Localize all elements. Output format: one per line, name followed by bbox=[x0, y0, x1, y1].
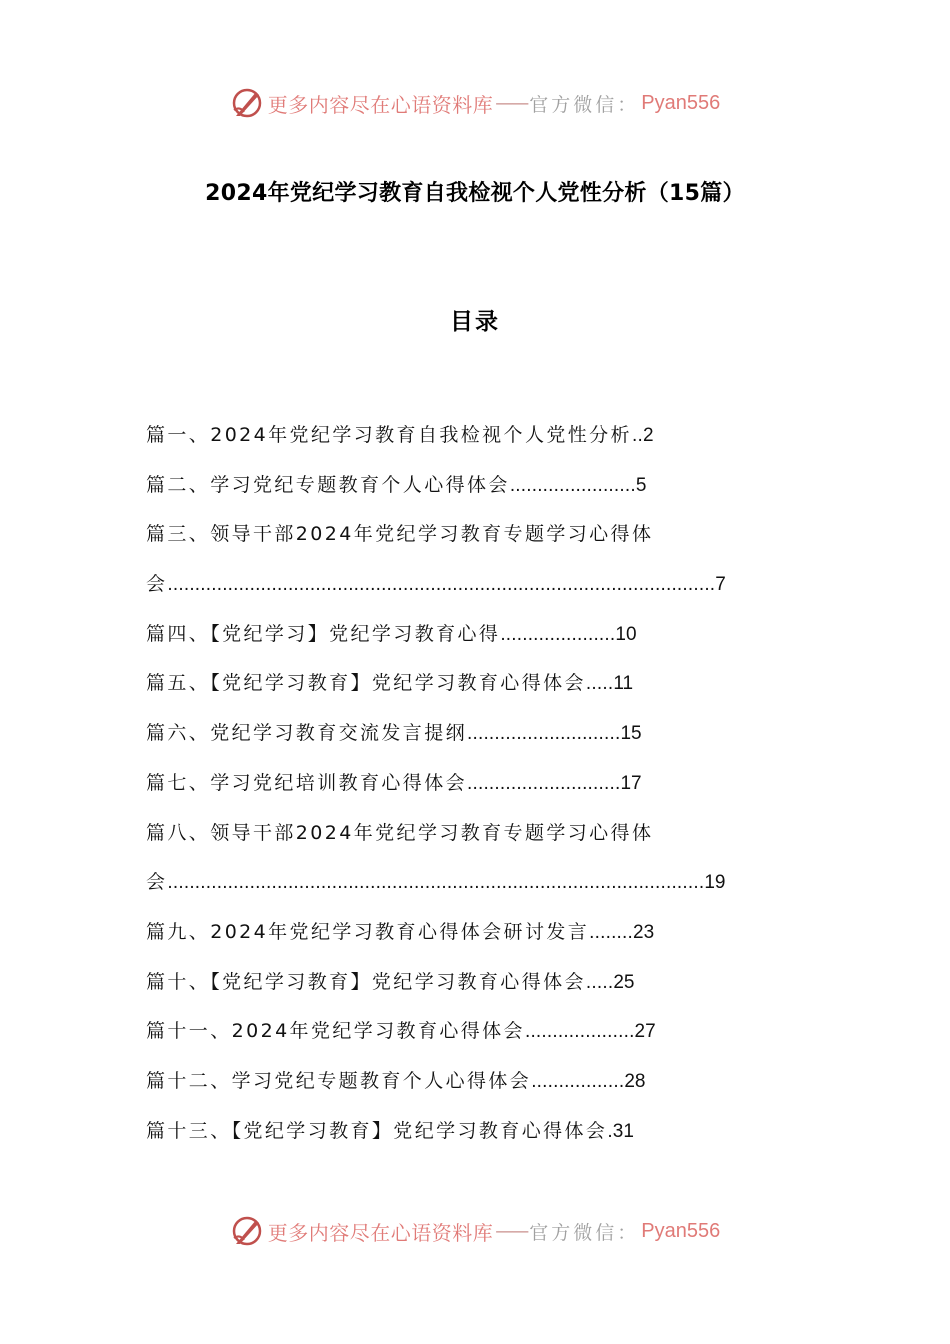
toc-entry-page: 17 bbox=[620, 772, 642, 794]
toc-entry-leader: ............................ bbox=[467, 723, 621, 745]
toc-heading: 目录 bbox=[450, 309, 500, 335]
toc-entry-page: 31 bbox=[612, 1120, 634, 1142]
toc-entry-page: 7 bbox=[715, 574, 726, 596]
header-watermark-banner bbox=[0, 83, 950, 123]
toc-entry-text: 篇一、2024年党纪学习教育自我检视个人党性分析 bbox=[146, 424, 632, 446]
toc-entry[interactable] bbox=[146, 712, 726, 762]
banner-label: 官方微信： bbox=[529, 93, 640, 116]
toc-entry[interactable] bbox=[146, 1010, 726, 1060]
toc-entry[interactable] bbox=[146, 464, 726, 514]
toc-entry-leader: ................. bbox=[531, 1070, 625, 1092]
toc-entry-page: 25 bbox=[613, 971, 635, 993]
toc-entry-leader: ..................... bbox=[500, 623, 616, 645]
table-of-contents bbox=[146, 414, 726, 1159]
toc-entry-text: 篇七、学习党纪培训教育心得体会 bbox=[146, 771, 468, 794]
toc-entry-text: 会 bbox=[146, 871, 168, 894]
toc-entry-text: 篇四、【党纪学习】党纪学习教育心得 bbox=[146, 622, 501, 645]
toc-entry[interactable] bbox=[146, 1060, 726, 1110]
quill-logo-icon bbox=[230, 86, 264, 120]
toc-entry-leader: . bbox=[607, 1120, 613, 1142]
toc-entry[interactable] bbox=[146, 1110, 726, 1160]
toc-entry[interactable] bbox=[146, 414, 726, 464]
toc-entry-page: 19 bbox=[704, 872, 726, 894]
toc-entry-text: 篇九、2024年党纪学习教育心得体会研讨发言 bbox=[146, 920, 590, 943]
toc-entry[interactable] bbox=[146, 911, 726, 961]
toc-entry-leader: ..... bbox=[585, 971, 614, 993]
toc-entry-text: 篇六、党纪学习教育交流发言提纲 bbox=[146, 722, 468, 745]
toc-entry-leader: .. bbox=[631, 425, 643, 446]
toc-entry-leader: ..... bbox=[585, 673, 614, 695]
toc-entry-text: 篇十、【党纪学习教育】党纪学习教育心得体会 bbox=[146, 970, 586, 993]
toc-entry-page: 5 bbox=[635, 474, 647, 496]
toc-entry-page: 28 bbox=[624, 1070, 646, 1092]
toc-entry-leader: ............................ bbox=[467, 772, 621, 794]
banner-account: Pyan556 bbox=[641, 91, 721, 114]
toc-entry[interactable] bbox=[146, 762, 726, 812]
toc-entry-page: 10 bbox=[615, 623, 637, 645]
toc-entry[interactable] bbox=[146, 961, 726, 1011]
toc-entry-text: 篇五、【党纪学习教育】党纪学习教育心得体会 bbox=[146, 672, 586, 695]
banner-text: 更多内容尽在心语资料库 bbox=[267, 1220, 494, 1245]
toc-entry-leader: ........ bbox=[589, 921, 633, 943]
banner-account: Pyan556 bbox=[641, 1219, 721, 1242]
toc-entry-page: 11 bbox=[613, 673, 634, 695]
toc-entry[interactable] bbox=[146, 861, 726, 911]
toc-entry[interactable] bbox=[146, 613, 726, 663]
footer-watermark-banner bbox=[0, 1211, 950, 1251]
toc-entry-leader: .................... bbox=[524, 1021, 635, 1043]
banner-label: 官方微信： bbox=[529, 1221, 640, 1244]
toc-entry-text: 篇三、领导干部2024年党纪学习教育专题学习心得体 bbox=[146, 523, 654, 546]
toc-entry-page: 23 bbox=[633, 921, 655, 943]
toc-entry-text: 篇十一、2024年党纪学习教育心得体会 bbox=[146, 1020, 525, 1043]
toc-entry-leader: ....................... bbox=[509, 474, 636, 496]
toc-entry-page: 27 bbox=[634, 1021, 656, 1043]
document-title: 2024年党纪学习教育自我检视个人党性分析（15篇） bbox=[205, 181, 745, 206]
banner-separator: —— bbox=[495, 92, 528, 114]
toc-entry-leader: .................................................................................................. bbox=[167, 872, 705, 894]
toc-entry-text: 篇十三、【党纪学习教育】党纪学习教育心得体会 bbox=[146, 1119, 608, 1142]
quill-logo-icon bbox=[230, 1214, 264, 1248]
toc-entry-text: 篇二、学习党纪专题教育个人心得体会 bbox=[146, 473, 510, 496]
toc-entry-text: 篇八、领导干部2024年党纪学习教育专题学习心得体 bbox=[146, 821, 654, 844]
toc-entry[interactable] bbox=[146, 513, 726, 563]
toc-entry[interactable] bbox=[146, 563, 726, 613]
toc-entry[interactable] bbox=[146, 662, 726, 712]
banner-text: 更多内容尽在心语资料库 bbox=[267, 92, 494, 117]
toc-entry-page: 15 bbox=[620, 723, 642, 745]
toc-entry-text: 篇十二、学习党纪专题教育个人心得体会 bbox=[146, 1069, 532, 1092]
banner-separator: —— bbox=[495, 1220, 528, 1242]
toc-entry[interactable] bbox=[146, 812, 726, 862]
toc-entry-leader: .................................................................................................... bbox=[167, 574, 716, 596]
toc-entry-page: 2 bbox=[642, 425, 654, 446]
toc-entry-text: 会 bbox=[146, 573, 168, 596]
